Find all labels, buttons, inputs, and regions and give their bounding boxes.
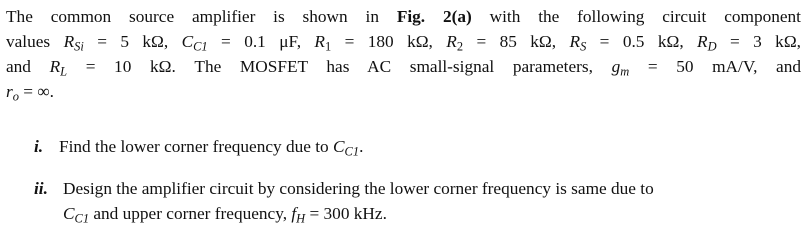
intro-text-end: with the following circuit component xyxy=(471,7,801,26)
rsi-subscript: Si xyxy=(74,39,84,54)
question-1-cc1-subscript: C1 xyxy=(344,144,360,159)
cc1-subscript: C1 xyxy=(193,39,208,54)
question-2-number: ii. xyxy=(34,179,48,198)
figure-reference: Fig. 2(a) xyxy=(396,7,472,26)
question-2-text: Design the amplifier circuit by considering the lower corner frequency is same due to xyxy=(63,179,654,198)
cc1-value: = 0.1 μF, xyxy=(207,32,315,51)
rl-subscript: L xyxy=(60,64,68,79)
question-2-cc1-symbol: C xyxy=(63,204,75,223)
cc1-symbol: C xyxy=(181,32,194,51)
gm-subscript: m xyxy=(620,64,630,79)
rsi-symbol: R xyxy=(63,32,75,51)
problem-line-2 xyxy=(6,29,801,54)
r1-subscript: 1 xyxy=(324,39,332,54)
question-2-continuation xyxy=(63,201,387,226)
rs-subscript: S xyxy=(580,39,587,54)
ro-value: = ∞. xyxy=(18,82,54,101)
question-1-end: . xyxy=(359,137,364,156)
ro-symbol: r xyxy=(6,82,13,101)
question-1-cc1-symbol: C xyxy=(333,137,345,156)
and-label: and xyxy=(6,57,50,76)
r2-symbol: R xyxy=(446,32,457,51)
rs-value: = 0.5 kΩ, xyxy=(586,32,698,51)
gm-symbol: g xyxy=(611,57,621,76)
rd-symbol: R xyxy=(697,32,708,51)
question-2 xyxy=(34,176,654,201)
gm-value: = 50 mA/V, and xyxy=(629,57,801,76)
question-2-cc1-subscript: C1 xyxy=(74,211,90,226)
rs-symbol: R xyxy=(569,32,581,51)
problem-line-3 xyxy=(6,54,801,79)
question-1-text: Find the lower corner frequency due to xyxy=(59,137,334,156)
rsi-value: = 5 kΩ, xyxy=(83,32,182,51)
ro-subscript: o xyxy=(12,89,19,104)
question-2-text-continued: and upper corner frequency, xyxy=(89,204,292,223)
question-1-number: i. xyxy=(34,137,44,156)
r1-value: = 180 kΩ, xyxy=(331,32,447,51)
fh-value: = 300 kHz. xyxy=(305,204,387,223)
rd-value: = 3 kΩ, xyxy=(716,32,801,51)
problem-line-1 xyxy=(6,4,801,29)
intro-text: The common source amplifier is shown in xyxy=(6,7,397,26)
r1-symbol: R xyxy=(314,32,325,51)
values-label: values xyxy=(6,32,64,51)
r2-subscript: 2 xyxy=(456,39,464,54)
rl-symbol: R xyxy=(49,57,61,76)
problem-line-4 xyxy=(6,79,801,104)
rd-subscript: D xyxy=(707,39,717,54)
question-1 xyxy=(34,134,363,159)
problem-statement xyxy=(6,4,801,104)
rl-value: = 10 kΩ. The MOSFET has AC small-signal parameters, xyxy=(67,57,612,76)
fh-subscript: H xyxy=(296,211,306,226)
r2-value: = 85 kΩ, xyxy=(463,32,570,51)
fh-symbol: f xyxy=(291,204,297,223)
